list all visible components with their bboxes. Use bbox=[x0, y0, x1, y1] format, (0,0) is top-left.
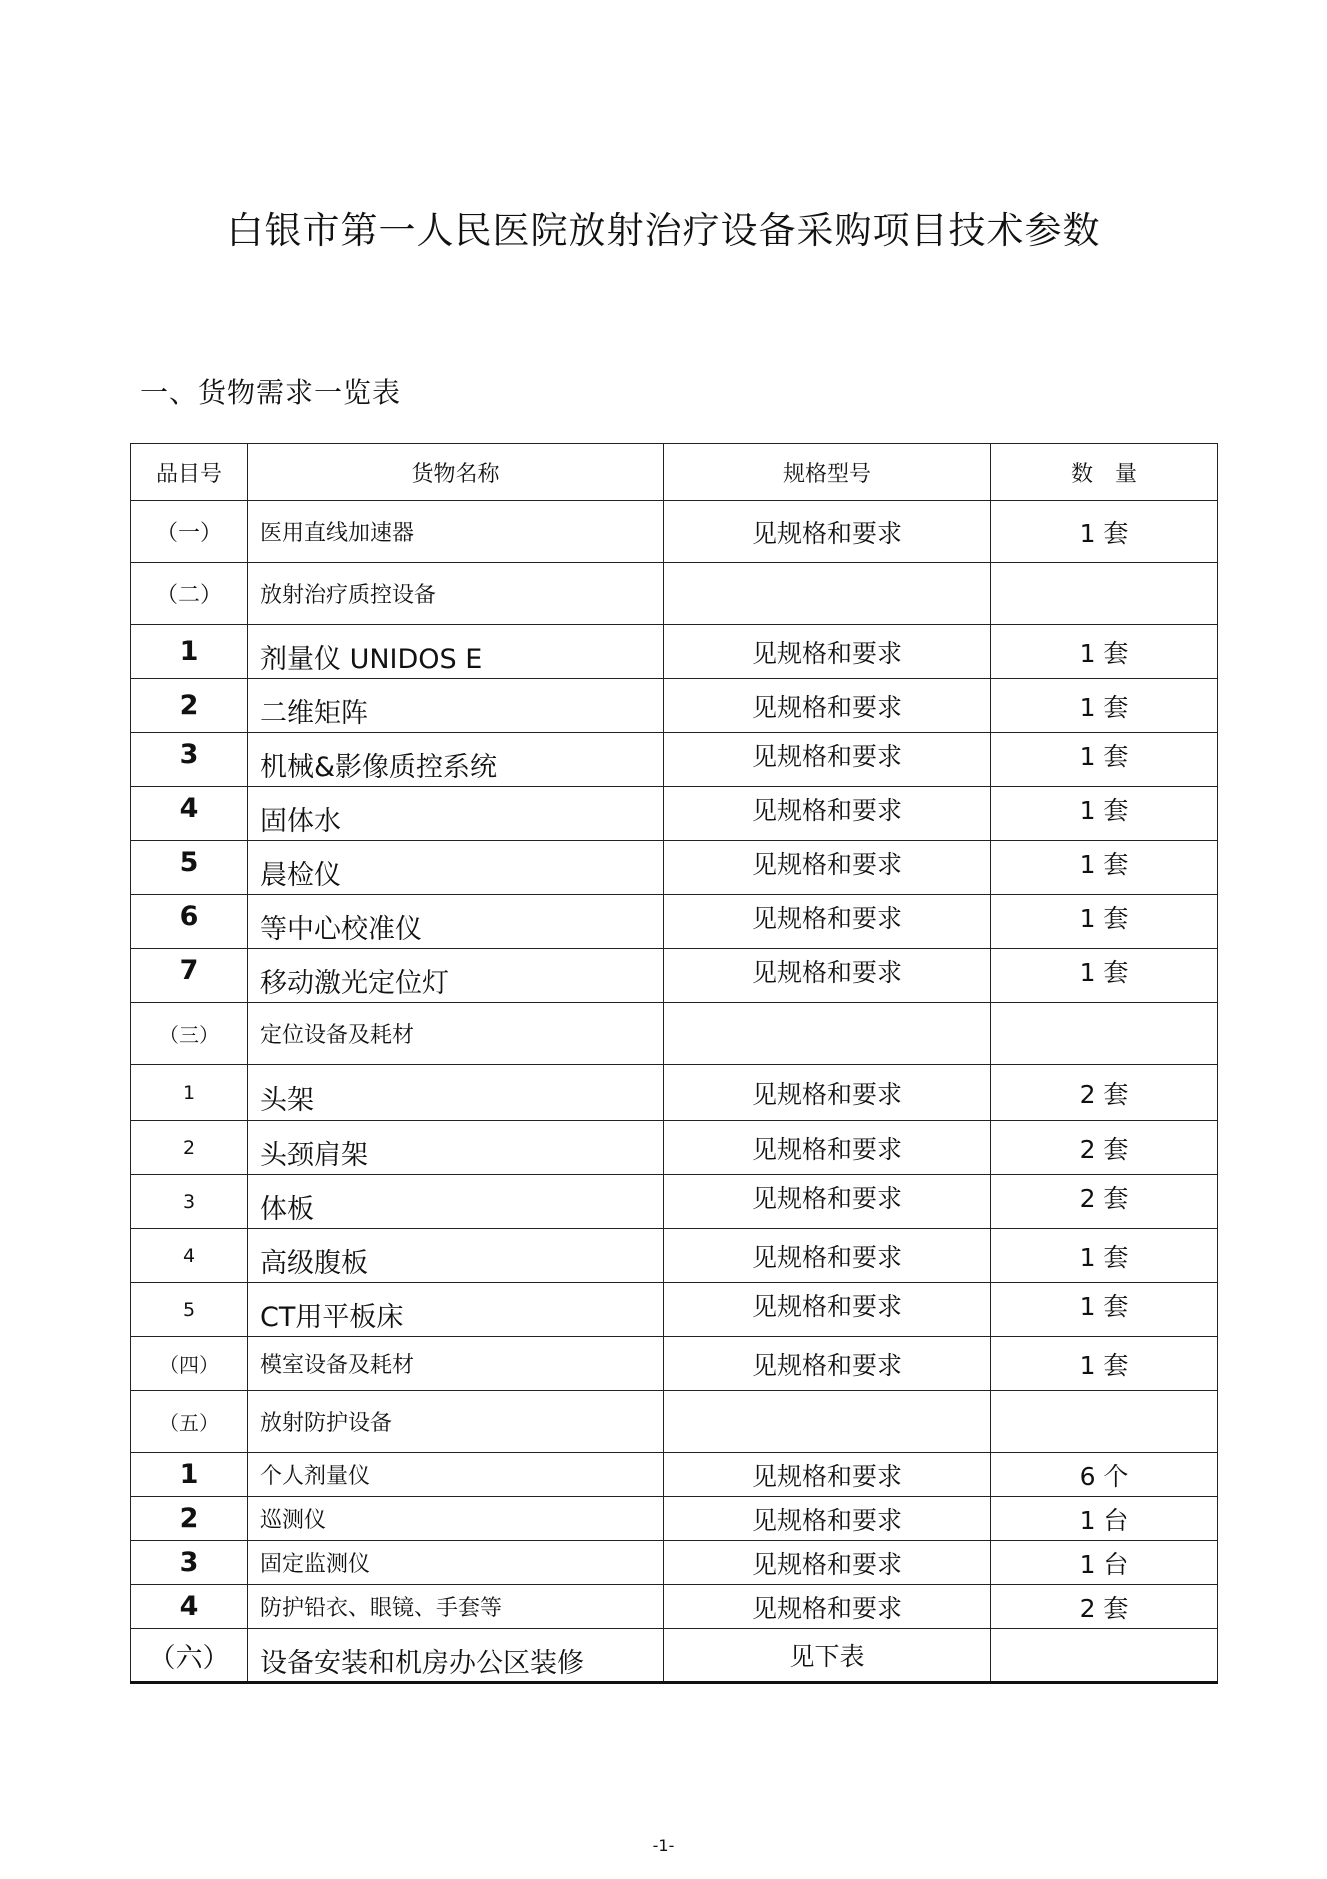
table-row bbox=[131, 1541, 1218, 1585]
row-spec: 见规格和要求 bbox=[664, 625, 991, 679]
row-quantity bbox=[991, 733, 1218, 787]
row-item-no-text: 5 bbox=[179, 847, 199, 878]
row-spec-text: 见规格和要求 bbox=[751, 957, 902, 987]
row-quantity bbox=[991, 895, 1218, 949]
section-heading: 一、货物需求一览表 bbox=[140, 376, 402, 409]
row-item-no bbox=[131, 733, 248, 787]
goods-requirement-table bbox=[130, 443, 1218, 1684]
row-goods-name bbox=[248, 1629, 664, 1683]
row-spec: 见规格和要求 bbox=[664, 1121, 991, 1175]
row-item-no-text: 3 bbox=[179, 739, 199, 770]
row-quantity: 1 套 bbox=[991, 1229, 1218, 1283]
row-goods-name-text: 等中心校准仪 bbox=[260, 914, 422, 945]
row-spec bbox=[664, 1391, 991, 1453]
row-quantity bbox=[991, 1391, 1218, 1453]
row-item-no-text: 7 bbox=[179, 955, 199, 986]
row-quantity-text: 1 套 bbox=[1079, 849, 1129, 879]
row-goods-name-text: 移动激光定位灯 bbox=[260, 968, 449, 999]
row-item-no: 2 bbox=[131, 679, 248, 733]
header-goods-name: 货物名称 bbox=[248, 444, 664, 501]
row-spec: 见规格和要求 bbox=[664, 1497, 991, 1541]
row-spec bbox=[664, 841, 991, 895]
row-spec bbox=[664, 563, 991, 625]
row-spec: 见下表 bbox=[664, 1629, 991, 1683]
row-goods-name: 巡测仪 bbox=[248, 1497, 664, 1541]
row-item-no-text: 6 bbox=[179, 901, 199, 932]
row-item-no: 4 bbox=[131, 1229, 248, 1283]
row-goods-name bbox=[248, 1065, 664, 1121]
row-item-no: 4 bbox=[131, 1585, 248, 1629]
row-quantity bbox=[991, 949, 1218, 1003]
table-row bbox=[131, 949, 1218, 1003]
row-goods-name bbox=[248, 625, 664, 679]
row-goods-name-text: 头颈肩架 bbox=[260, 1140, 368, 1171]
row-goods-name-text: 体板 bbox=[260, 1194, 314, 1225]
row-quantity bbox=[991, 1003, 1218, 1065]
row-spec: 见规格和要求 bbox=[664, 1541, 991, 1585]
row-goods-name: 医用直线加速器 bbox=[248, 501, 664, 563]
row-quantity bbox=[991, 841, 1218, 895]
row-spec bbox=[664, 949, 991, 1003]
row-goods-name: 个人剂量仪 bbox=[248, 1453, 664, 1497]
row-goods-name-text: 二维矩阵 bbox=[260, 698, 368, 729]
table-row bbox=[131, 679, 1218, 733]
row-item-no: （六） bbox=[131, 1629, 248, 1683]
row-quantity: 1 套 bbox=[991, 1337, 1218, 1391]
row-goods-name bbox=[248, 733, 664, 787]
table-row bbox=[131, 787, 1218, 841]
row-goods-name-text: CT用平板床 bbox=[260, 1302, 404, 1333]
row-quantity: 1 套 bbox=[991, 501, 1218, 563]
table-row bbox=[131, 1003, 1218, 1065]
row-item-no bbox=[131, 787, 248, 841]
row-spec-text: 见规格和要求 bbox=[751, 795, 902, 825]
table-row bbox=[131, 1121, 1218, 1175]
row-item-no: （四） bbox=[131, 1337, 248, 1391]
row-goods-name bbox=[248, 679, 664, 733]
row-item-no: 2 bbox=[131, 1121, 248, 1175]
table-row bbox=[131, 501, 1218, 563]
table-row bbox=[131, 1391, 1218, 1453]
row-goods-name bbox=[248, 1229, 664, 1283]
row-item-no bbox=[131, 949, 248, 1003]
row-spec bbox=[664, 895, 991, 949]
table-row bbox=[131, 841, 1218, 895]
row-item-no: 3 bbox=[131, 1175, 248, 1229]
row-item-no: 3 bbox=[131, 1541, 248, 1585]
row-item-no: （一） bbox=[131, 501, 248, 563]
row-spec-text: 见规格和要求 bbox=[751, 903, 902, 933]
row-goods-name-text: 设备安装和机房办公区装修 bbox=[260, 1647, 584, 1679]
row-item-no: 2 bbox=[131, 1497, 248, 1541]
table-row bbox=[131, 563, 1218, 625]
row-goods-name: 固定监测仪 bbox=[248, 1541, 664, 1585]
row-goods-name: 放射治疗质控设备 bbox=[248, 563, 664, 625]
row-goods-name: 模室设备及耗材 bbox=[248, 1337, 664, 1391]
row-goods-name bbox=[248, 841, 664, 895]
row-goods-name-text: 剂量仪 UNIDOS E bbox=[260, 644, 483, 675]
row-spec: 见规格和要求 bbox=[664, 1585, 991, 1629]
row-goods-name-text: 晨检仪 bbox=[260, 860, 341, 891]
row-spec: 见规格和要求 bbox=[664, 501, 991, 563]
row-item-no bbox=[131, 841, 248, 895]
header-item-no: 品目号 bbox=[131, 444, 248, 501]
row-spec bbox=[664, 1175, 991, 1229]
row-goods-name-text: 固体水 bbox=[260, 806, 341, 837]
row-goods-name: 定位设备及耗材 bbox=[248, 1003, 664, 1065]
row-item-no: 1 bbox=[131, 1453, 248, 1497]
table-row bbox=[131, 1065, 1218, 1121]
table-row bbox=[131, 1453, 1218, 1497]
row-quantity: 1 套 bbox=[991, 625, 1218, 679]
row-spec bbox=[664, 787, 991, 841]
row-spec: 见规格和要求 bbox=[664, 679, 991, 733]
document-title: 白银市第一人民医院放射治疗设备采购项目技术参数 bbox=[226, 209, 1101, 252]
table-row bbox=[131, 733, 1218, 787]
row-spec-text: 见规格和要求 bbox=[751, 741, 902, 771]
row-spec: 见规格和要求 bbox=[664, 1453, 991, 1497]
row-goods-name bbox=[248, 1121, 664, 1175]
row-goods-name-text: 头架 bbox=[260, 1085, 314, 1116]
row-goods-name bbox=[248, 895, 664, 949]
row-spec bbox=[664, 1003, 991, 1065]
row-spec: 见规格和要求 bbox=[664, 1337, 991, 1391]
row-quantity bbox=[991, 1175, 1218, 1229]
row-item-no: （三） bbox=[131, 1003, 248, 1065]
row-goods-name bbox=[248, 787, 664, 841]
header-spec: 规格型号 bbox=[664, 444, 991, 501]
table-row bbox=[131, 1629, 1218, 1683]
row-item-no: 5 bbox=[131, 1283, 248, 1337]
table-row bbox=[131, 1497, 1218, 1541]
row-spec-text: 见规格和要求 bbox=[751, 849, 902, 879]
row-item-no bbox=[131, 895, 248, 949]
row-quantity: 2 套 bbox=[991, 1585, 1218, 1629]
row-quantity: 6 个 bbox=[991, 1453, 1218, 1497]
row-spec-text: 见规格和要求 bbox=[751, 1183, 902, 1213]
header-quantity: 数 量 bbox=[991, 444, 1218, 501]
row-spec bbox=[664, 733, 991, 787]
table-row bbox=[131, 1283, 1218, 1337]
table-row bbox=[131, 895, 1218, 949]
row-goods-name-text: 机械&影像质控系统 bbox=[260, 752, 498, 783]
row-spec: 见规格和要求 bbox=[664, 1065, 991, 1121]
table-row bbox=[131, 625, 1218, 679]
row-quantity bbox=[991, 563, 1218, 625]
row-quantity bbox=[991, 1283, 1218, 1337]
row-item-no: 1 bbox=[131, 1065, 248, 1121]
row-quantity-text: 1 套 bbox=[1079, 795, 1129, 825]
table-row bbox=[131, 1585, 1218, 1629]
row-quantity-text: 1 套 bbox=[1079, 957, 1129, 987]
row-spec-text: 见规格和要求 bbox=[751, 1291, 902, 1321]
row-quantity-text: 2 套 bbox=[1079, 1183, 1129, 1213]
row-quantity bbox=[991, 787, 1218, 841]
row-quantity: 2 套 bbox=[991, 1065, 1218, 1121]
row-quantity: 2 套 bbox=[991, 1121, 1218, 1175]
table-row bbox=[131, 1175, 1218, 1229]
row-quantity-text: 1 套 bbox=[1079, 903, 1129, 933]
row-goods-name bbox=[248, 949, 664, 1003]
row-quantity: 1 台 bbox=[991, 1497, 1218, 1541]
row-item-no: 1 bbox=[131, 625, 248, 679]
row-quantity: 1 台 bbox=[991, 1541, 1218, 1585]
table-header-row bbox=[131, 444, 1218, 501]
row-quantity-text: 1 套 bbox=[1079, 741, 1129, 771]
row-goods-name: 防护铅衣、眼镜、手套等 bbox=[248, 1585, 664, 1629]
row-quantity: 1 套 bbox=[991, 679, 1218, 733]
row-quantity-text: 1 套 bbox=[1079, 1291, 1129, 1321]
row-goods-name: 放射防护设备 bbox=[248, 1391, 664, 1453]
row-spec: 见规格和要求 bbox=[664, 1229, 991, 1283]
page-number: -1- bbox=[652, 1836, 675, 1855]
table-row bbox=[131, 1337, 1218, 1391]
row-item-no: （五） bbox=[131, 1391, 248, 1453]
row-goods-name-text: 高级腹板 bbox=[260, 1248, 368, 1279]
row-item-no: （二） bbox=[131, 563, 248, 625]
row-item-no-text: 4 bbox=[179, 793, 199, 824]
row-goods-name bbox=[248, 1175, 664, 1229]
table-row bbox=[131, 1229, 1218, 1283]
row-spec bbox=[664, 1283, 991, 1337]
row-goods-name bbox=[248, 1283, 664, 1337]
row-quantity bbox=[991, 1629, 1218, 1683]
